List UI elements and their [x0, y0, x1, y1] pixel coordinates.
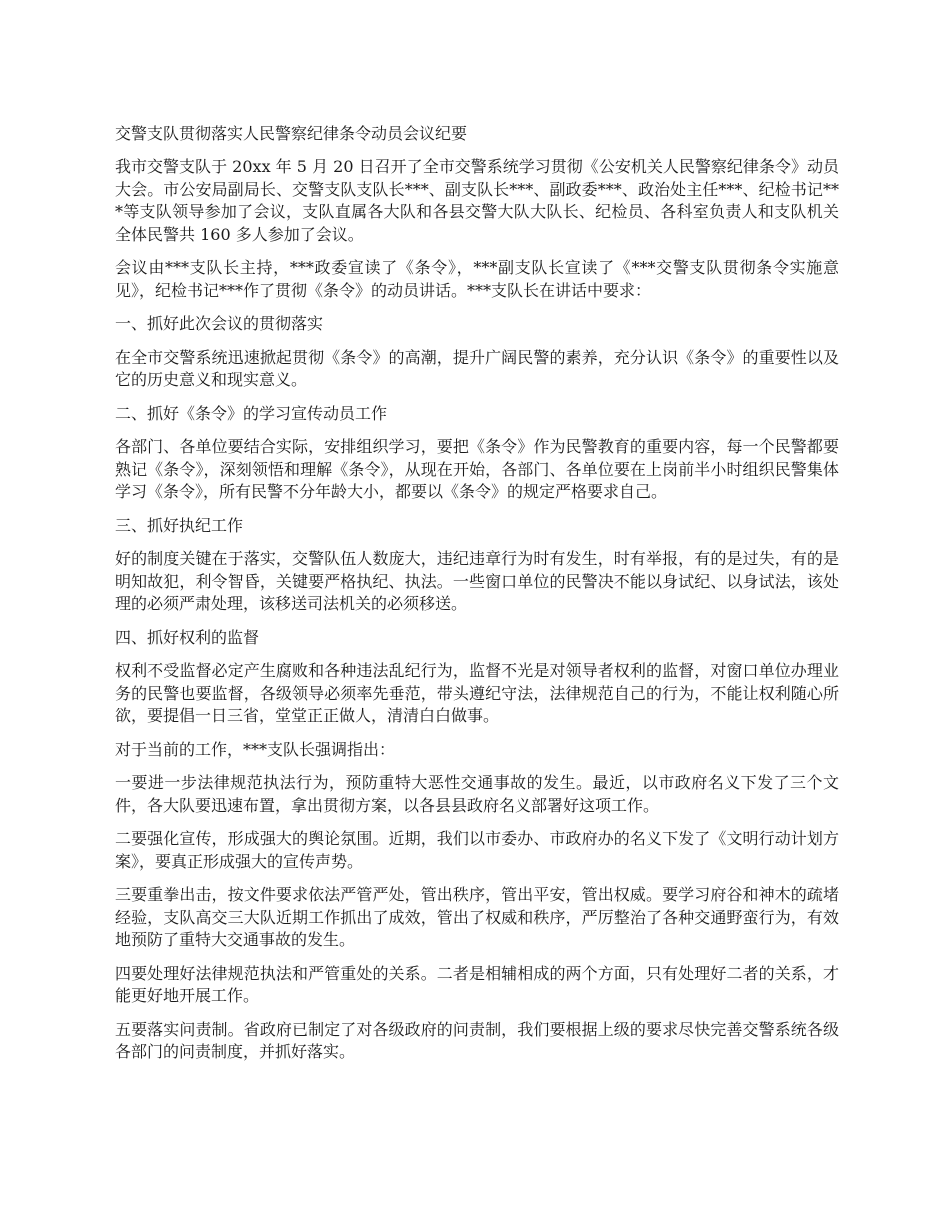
paragraph-current-work: 对于当前的工作，***支队长强调指出：: [115, 739, 396, 759]
paragraph-section-2: 各部门、各单位要结合实际，安排组织学习，要把《条令》作为民警教育的重要内容，每一个民警都要熟记《条令》，深刻领悟和理解《条令》，从现在开始，各部门、各单位要在上岗前半小时组织民警集体学习《条令》，所有民警不分年龄大小，都要以《条令》的规定严格要求自己。: [115, 437, 839, 501]
document-page: [115, 122, 839, 1075]
paragraph-point-2: 二要强化宣传，形成强大的舆论氛围。近期，我们以市委办、市政府办的名义下发了《文明行动计划方案》，要真正形成强大的宣传声势。: [115, 829, 839, 871]
section-heading-4: 四、抓好权利的监督: [115, 627, 260, 647]
paragraph-point-1: 一要进一步法律规范执法行为，预防重特大恶性交通事故的发生。最近，以市政府名义下发了三个文件，各大队要迅速布置，拿出贯彻方案，以各县县政府名义部署好这项工作。: [115, 773, 839, 815]
paragraph-point-5: 五要落实问责制。省政府已制定了对各级政府的问责制，我们要根据上级的要求尽快完善交警系统各级各部门的问责制度，并抓好落实。: [115, 1019, 839, 1061]
document-title: 交警支队贯彻落实人民警察纪律条令动员会议纪要: [115, 124, 468, 143]
paragraph-section-1: 在全市交警系统迅速掀起贯彻《条令》的高潮，提升广阔民警的素养，充分认识《条令》的重要性以及它的历史意义和现实意义。: [115, 347, 839, 389]
section-heading-1: 一、抓好此次会议的贯彻落实: [115, 314, 324, 333]
paragraph-point-4: 四要处理好法律规范执法和严管重处的关系。二者是相辅相成的两个方面，只有处理好二者的关系，才能更好地开展工作。: [115, 963, 839, 1005]
paragraph-point-3: 三要重拳出击，按文件要求依法严管严处，管出秩序，管出平安，管出权威。要学习府谷和神木的疏堵经验，支队高交三大队近期工作抓出了成效，管出了权威和秩序，严厉整治了各种交通野蛮行为，有效地预防了重特大交通事故的发生。: [115, 885, 839, 949]
paragraph-section-4: 权利不受监督必定产生腐败和各种违法乱纪行为，监督不光是对领导者权利的监督，对窗口单位办理业务的民警也要监督，各级领导必须率先垂范，带头遵纪守法，法律规范自己的行为，不能让权利随心所欲，要提倡一日三省，堂堂正正做人，清清白白做事。: [115, 661, 839, 725]
section-heading-2: 二、抓好《条令》的学习宣传动员工作: [115, 403, 388, 423]
section-heading-3: 三、抓好执纪工作: [115, 515, 244, 535]
paragraph-meeting-host: 会议由***支队长主持，***政委宣读了《条令》，***副支队长宣读了《***交警支队贯彻条令实施意见》，纪检书记***作了贯彻《条令》的动员讲话。***支队长在讲话中要求：: [115, 258, 839, 300]
paragraph-section-3: 好的制度关键在于落实，交警队伍人数庞大，违纪违章行为时有发生，时有举报，有的是过失，有的是明知故犯，利令智昏，关键要严格执纪、执法。一些窗口单位的民警决不能以身试纪、以身试法，该处理的必须严肃处理，该移送司法机关的必须移送。: [115, 549, 839, 613]
paragraph-meeting-intro: 我市交警支队于 20xx 年 5 月 20 日召开了全市交警系统学习贯彻《公安机关人民警察纪律条令》动员大会。市公安局副局长、交警支队支队长***、副支队长***、副政委***、政治处主任***、纪检书记***等支队领导参加了会议，支队直属各大队和各县交警大队大队长、纪检员、各科室负责人和支队机关全体民警共 160 多人参加了会议。: [115, 157, 839, 244]
